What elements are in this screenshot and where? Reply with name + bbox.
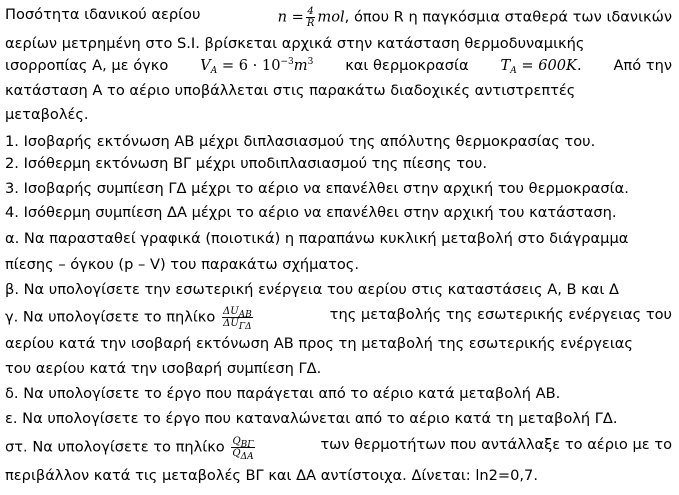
intro-text-4: κατάσταση Α το αέριο υποβάλλεται στις παρακάτω διαδοχικές αντιστρεπτές — [5, 82, 576, 99]
step-3: 3. Ισοβαρής συμπίεση ΓΔ μέχρι το αέριο να επανέλθει στην αρχική του θερμοκρασία. — [5, 180, 629, 197]
intro-text-3c: Από την — [613, 57, 672, 74]
question-st-line-1 — [5, 436, 672, 462]
heat-ratio-fraction: $\frac{Q_{B\Gamma}}{Q_{\Delta A}}$ — [232, 436, 254, 462]
intro-line-2 — [5, 35, 672, 53]
step-2: 2. Ισόθερμη εκτόνωση ΒΓ μέχρι υποδιπλασιασμού της πίεσης του. — [5, 155, 488, 172]
question-d: δ. Να υπολογίσετε το έργο που παράγεται από το αέριο κατά μεταβολή ΑΒ. — [5, 385, 561, 402]
question-g-line-2 — [5, 335, 672, 353]
question-g-line-1 — [5, 306, 672, 332]
intro-line-5: μεταβολές. — [5, 106, 89, 123]
question-b: β. Να υπολογίσετε την εσωτερική ενέργεια του αερίου στις καταστάσεις Α, Β και Δ — [5, 281, 619, 298]
energy-ratio-fraction: $\frac{\Delta U_{AB}}{\Delta U_{\Gamma\Delta}}$ — [222, 306, 252, 332]
question-g-text-2: αερίου κατά την ισοβαρή εκτόνωση ΑΒ προς τη μεταβολή της εσωτερικής ενέργειας — [5, 335, 633, 352]
temperature-expression: $T_A = 600K$. — [500, 57, 582, 76]
intro-text-1a: Ποσότητα ιδανικού αερίου — [5, 6, 201, 23]
question-st-line-2: περιβάλλον κατά τις μεταβολές ΒΓ και ΔΑ αντίστοιχα. Δίνεται: ln2=0,7. — [5, 467, 538, 484]
volume-expression: $V_A = 6 \cdot 10^{-3}m^3$ — [200, 57, 314, 76]
intro-line-3 — [5, 57, 672, 75]
question-a-line-2: πίεσης – όγκου (p – V) του παρακάτω σχήματος. — [5, 256, 359, 273]
question-g-line-3: του αερίου κατά την ισοβαρή συμπίεση ΓΔ. — [5, 360, 322, 377]
intro-line-1 — [5, 6, 672, 29]
moles-fraction: $\frac{4}{R}$ — [306, 6, 315, 29]
step-1: 1. Ισοβαρής εκτόνωση ΑΒ μέχρι διπλασιασμού της απόλυτης θερμοκρασίας του. — [5, 133, 596, 150]
question-st-text-1b: των θερμοτήτων που αντάλλαξε το αέριο με το — [320, 436, 672, 453]
question-e: ε. Να υπολογίσετε το έργο που καταναλώνεται από το αέριο κατά τη μεταβολή ΓΔ. — [5, 410, 618, 427]
intro-text-3b: και θερμοκρασία — [345, 57, 469, 74]
question-a-text-1: α. Να παρασταθεί γραφικά (ποιοτικά) η παραπάνω κυκλική μεταβολή στο διάγραμμα — [5, 230, 629, 247]
question-g-text-1b: της μεταβολής της εσωτερικής ενέργειας του — [329, 306, 672, 323]
step-4: 4. Ισόθερμη συμπίεση ΔΑ μέχρι το αέριο να επανέλθει στην αρχική του κατάσταση. — [5, 204, 617, 221]
intro-text-2: αερίων μετρημένη στο S.I. βρίσκεται αρχικά στην κατάσταση θερμοδυναμικής — [5, 35, 585, 52]
moles-expression: n = $\frac{4}{R}$ mol, όπου R η παγκόσμια σταθερά των ιδανικών — [277, 6, 672, 29]
intro-text-3a: ισορροπίας Α, με όγκο — [5, 57, 169, 74]
intro-line-4 — [5, 82, 672, 100]
question-st-text-1a: στ. Να υπολογίσετε το πηλίκο $\frac{Q_{B\Gamma}}{Q_{\Delta A}}$ — [5, 436, 254, 462]
question-g-text-1a: γ. Να υπολογίσετε το πηλίκο $\frac{\Delta U_{AB}}{\Delta U_{\Gamma\Delta}}$ — [5, 306, 252, 332]
question-a-line-1 — [5, 230, 672, 248]
